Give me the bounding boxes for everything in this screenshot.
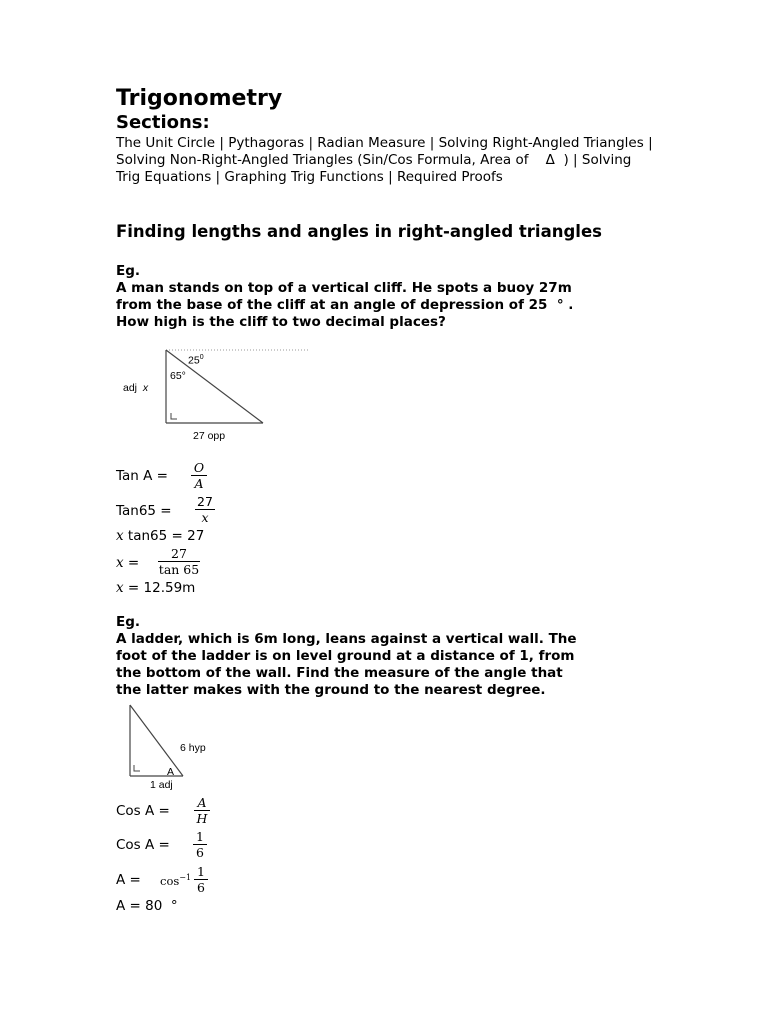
a-equals-lhs: A = — [116, 872, 141, 888]
fraction-27-over-tan65 — [158, 546, 200, 577]
example2-label: Eg. — [116, 614, 141, 630]
right-angle-marker — [171, 413, 177, 419]
sections-heading: Sections: — [116, 112, 210, 133]
denominator: A — [191, 475, 207, 491]
angle-depression-label: $25^0$ — [188, 354, 204, 367]
x-result: x = 12.59m — [116, 580, 196, 596]
hyp-6-label: 6 hyp — [180, 742, 206, 754]
example1-problem-line-2: from the base of the cliff at an angle of depression of 25 ° . — [116, 297, 574, 313]
numerator: 27 — [171, 546, 187, 561]
example2-problem-line-3: the bottom of the wall. Find the measure of the angle that — [116, 665, 563, 681]
denominator: 6 — [194, 879, 208, 895]
right-angle-marker — [134, 765, 140, 771]
x-tan65-equation: x tan65 = 27 — [116, 528, 205, 544]
x-equals-lhs: x = — [116, 555, 140, 571]
fraction-1-over-6 — [193, 829, 207, 860]
section-heading: Finding lengths and angles in right-angled triangles — [116, 222, 602, 241]
numerator: 27 — [197, 494, 213, 509]
angle-65-label: 65° — [170, 370, 186, 382]
angle-a-label: A — [167, 766, 175, 778]
fraction-1-over-6-inverse — [194, 864, 208, 895]
inverse-cos: $\cos^{-1}$ — [160, 873, 192, 888]
denominator: tan 65 — [158, 562, 200, 577]
fraction-a-over-h — [194, 795, 210, 826]
tan-a-lhs: Tan A = — [116, 468, 168, 484]
denominator: H — [194, 810, 210, 826]
numerator: 1 — [197, 864, 205, 879]
ladder-side — [130, 705, 183, 776]
cos-a-lhs-2: Cos A = — [116, 837, 170, 853]
opp-27-label: 27 opp — [193, 430, 226, 442]
numerator: O — [193, 460, 205, 475]
a-result: A = 80 ° — [116, 898, 178, 914]
page-title: Trigonometry — [116, 86, 283, 111]
example1-problem-line-3: How high is the cliff to two decimal places? — [116, 314, 446, 330]
example1-label: Eg. — [116, 263, 141, 279]
adj-x-label: adj x — [123, 382, 149, 394]
example2-problem-line-2: foot of the ladder is on level ground at a distance of 1, from — [116, 648, 575, 664]
sight-line — [166, 350, 263, 423]
numerator: 1 — [196, 829, 204, 844]
example1-problem-line-1: A man stands on top of a vertical cliff. He spots a buoy 27m — [116, 280, 572, 296]
fraction-27-over-x — [195, 494, 215, 525]
tan65-lhs: Tan65 = — [116, 503, 172, 519]
denominator: 6 — [193, 844, 207, 860]
denominator: x — [195, 509, 215, 525]
fraction-o-over-a — [191, 460, 207, 491]
sections-list: The Unit Circle | Pythagoras | Radian Measure | Solving Right-Angled Triangles | Solving Non-Right-Angled Triangles (Sin/Cos Formula, Area of Δ ) | Solving Trig Equations | Graphing Trig Functions | Required Proofs — [116, 135, 653, 185]
adj-1-label: 1 adj — [150, 779, 173, 791]
example2-problem-line-4: the latter makes with the ground to the nearest degree. — [116, 682, 546, 698]
example2-problem-line-1: A ladder, which is 6m long, leans against a vertical wall. The — [116, 631, 577, 647]
cos-a-lhs-1: Cos A = — [116, 803, 170, 819]
numerator: A — [197, 795, 207, 810]
